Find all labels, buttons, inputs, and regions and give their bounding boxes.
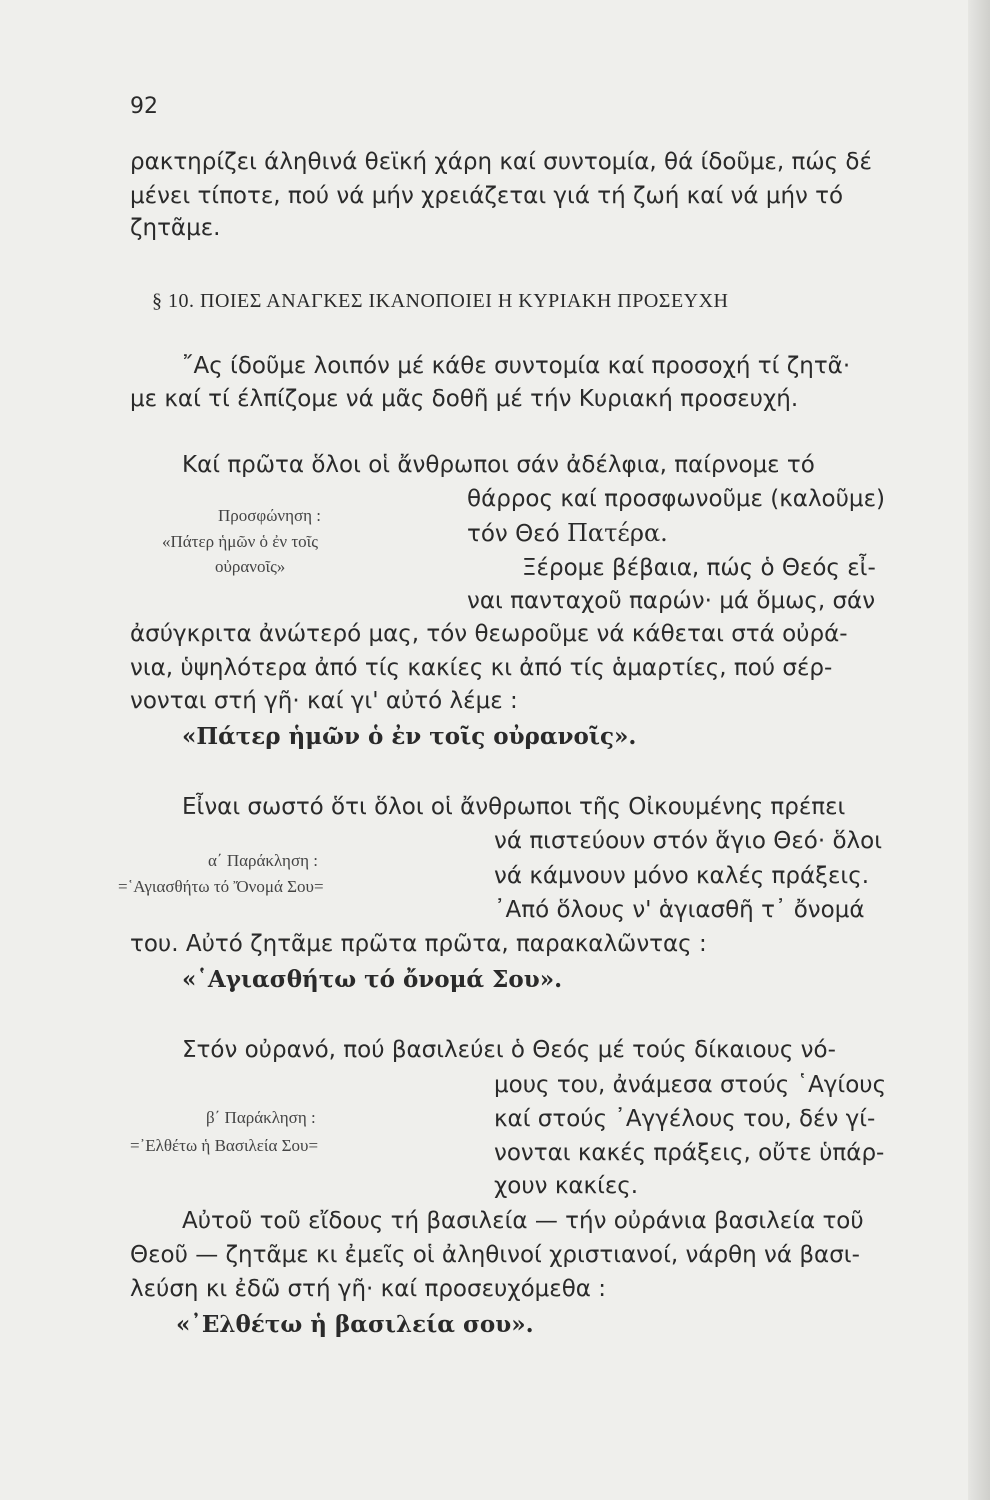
para4-right-3: νονται κακές πράξεις, οὔτε ὑπάρ- bbox=[494, 1140, 885, 1166]
intro-line-2: μένει τίποτε, πού νά μήν χρειάζεται γιά τή ζωή καί νά μήν τό bbox=[130, 183, 844, 209]
para1-line-2: με καί τί έλπίζομε νά μᾶς δοθῆ μέ τήν Κυριακή προσευχή. bbox=[130, 386, 799, 412]
para2-full-1: ἀσύγκριτα ἀνώτερό μας, τόν θεωροῦμε νά κάθεται στά οὐρά- bbox=[130, 621, 848, 647]
page-edge-shadow bbox=[968, 0, 990, 1500]
para4-right-4: χουν κακίες. bbox=[494, 1173, 639, 1199]
page-number: 92 bbox=[130, 94, 158, 119]
para4-right-1: μους του, ἀνάμεσα στούς ῾Αγίους bbox=[494, 1072, 887, 1098]
side-quote-address-2: οὐρανοῖς» bbox=[215, 557, 286, 576]
para2-full-3: νονται στή γῆ· καί γι' αὐτό λέμε : bbox=[130, 688, 518, 714]
intro-line-3: ζητᾶμε. bbox=[130, 215, 221, 241]
para4-full-2: Θεοῦ — ζητᾶμε κι ἐμεῖς οἱ ἀληθινοί χριστιανοί, νάρθη νά βασι- bbox=[130, 1242, 860, 1268]
para3-first-line: Εἶναι σωστό ὅτι ὅλοι οἱ ἄνθρωποι τῆς Οἰκουμένης πρέπει bbox=[182, 794, 846, 820]
intro-line-1: ρακτηρίζει άληθινά θεϊκή χάρη καί συντομία, θά ίδοῦμε, πώς δέ bbox=[130, 149, 872, 175]
para4-right-2: καί στούς ᾿Αγγέλους του, δέν γί- bbox=[494, 1106, 876, 1132]
side-label-petition-2: β΄ Παράκληση : bbox=[206, 1108, 316, 1127]
para3-right-3: ᾿Από ὅλους ν' ἁγιασθῆ τ᾿ ὄνομά bbox=[494, 897, 865, 923]
side-quote-petition-1: =῾Αγιασθήτω τό Ὄνομά Σου= bbox=[118, 877, 324, 896]
side-label-address: Προσφώνηση : bbox=[218, 506, 322, 525]
para2-pater-word: Πατέρα. bbox=[567, 519, 668, 547]
para4-quote: «᾿Ελθέτω ἡ βασιλεία σου». bbox=[176, 1311, 534, 1338]
para2-full-2: νια, ὑψηλότερα ἀπό τίς κακίες κι ἀπό τίς ἁμαρτίες, πού σέρ- bbox=[130, 655, 833, 681]
para3-quote: «῾Αγιασθήτω τό ὄνομά Σου». bbox=[182, 966, 563, 993]
side-label-petition-1: α΄ Παράκληση : bbox=[208, 851, 318, 870]
section-heading: § 10. ΠΟΙΕΣ ΑΝΑΓΚΕΣ ΙΚΑΝΟΠΟΙΕΙ Η ΚΥΡΙΑΚΗ ΠΡΟΣΕΥΧΗ bbox=[152, 290, 729, 312]
para2-right-1: θάρρος καί προσφωνοῦμε (καλοῦμε) bbox=[467, 486, 885, 512]
side-quote-address-1: «Πάτερ ἡμῶν ὁ ἐν τοῖς bbox=[162, 532, 318, 551]
para2-first-line: Καί πρῶτα ὅλοι οἱ ἄνθρωποι σάν ἀδέλφια, παίρνομε τό bbox=[182, 452, 815, 478]
para4-first-line: Στόν οὐρανό, πού βασιλεύει ὁ Θεός μέ τούς δίκαιους νό- bbox=[182, 1037, 836, 1063]
side-quote-petition-2: =᾿Ελθέτω ἡ Βασιλεία Σου= bbox=[130, 1136, 319, 1155]
para2-right-4: ναι πανταχοῦ παρών· μά ὅμως, σάν bbox=[467, 588, 876, 614]
para3-right-1: νά πιστεύουν στόν ἅγιο Θεό· ὅλοι bbox=[494, 828, 883, 854]
para2-right-2-text: τόν Θεό bbox=[467, 521, 567, 547]
para2-right-2 bbox=[467, 518, 668, 549]
para4-full-3: λεύση κι ἐδῶ στή γῆ· καί προσευχόμεθα : bbox=[130, 1276, 607, 1302]
para2-right-3: Ξέρομε βέβαια, πώς ὁ Θεός εἶ- bbox=[522, 555, 876, 581]
para4-full-1: Αὐτοῦ τοῦ εἴδους τή βασιλεία — τήν οὐράνια βασιλεία τοῦ bbox=[182, 1208, 864, 1234]
para3-right-2: νά κάμνουν μόνο καλές πράξεις. bbox=[494, 863, 870, 889]
para1-line-1: ῎Ας ίδοῦμε λοιπόν μέ κάθε συντομία καί προσοχή τί ζητᾶ· bbox=[182, 353, 851, 379]
para2-quote: «Πάτερ ἡμῶν ὁ ἐν τοῖς οὐρανοῖς». bbox=[182, 723, 637, 750]
para3-full-1: του. Αὐτό ζητᾶμε πρῶτα πρῶτα, παρακαλῶντας : bbox=[130, 931, 707, 957]
